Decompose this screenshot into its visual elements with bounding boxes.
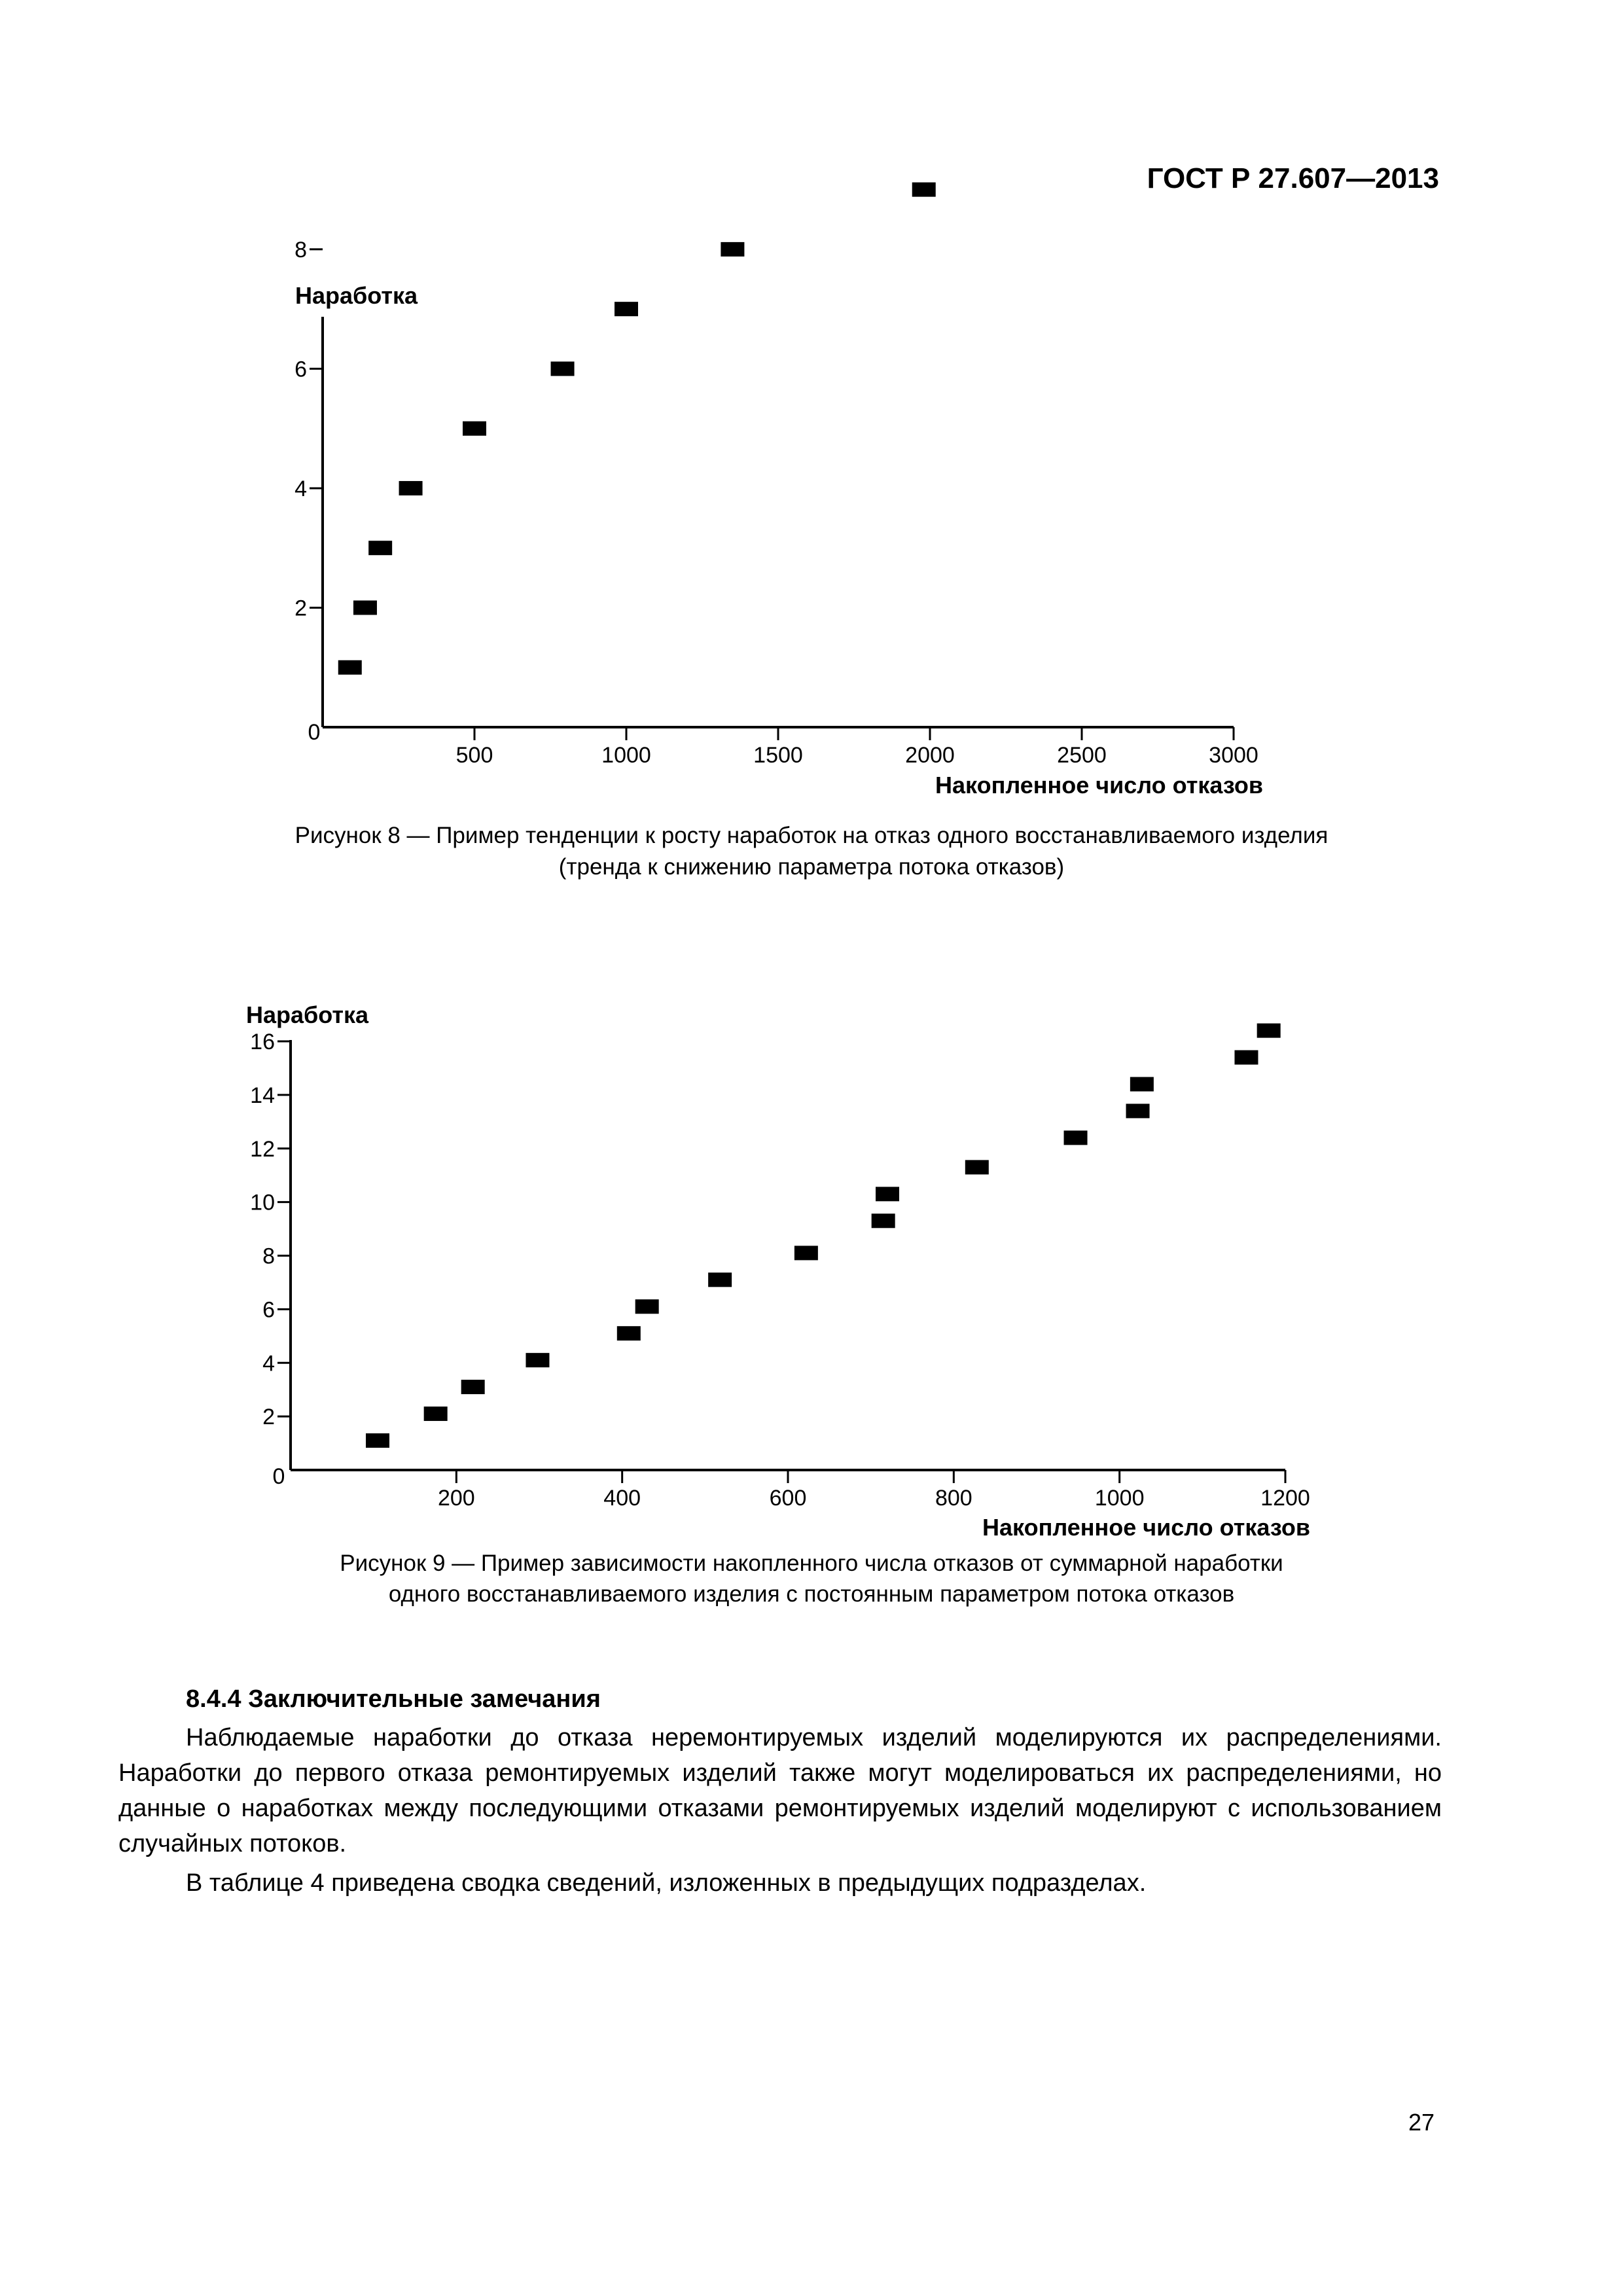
y-tick-label: 12 — [250, 1136, 275, 1162]
y-tick-label: 16 — [250, 1030, 275, 1054]
figure-8-caption-line-1: Рисунок 8 — Пример тенденции к росту наработок на отказ одного восстанавливаемого изделия — [294, 823, 1329, 848]
y-tick-label: 8 — [262, 1244, 275, 1269]
x-tick-label: 200 — [437, 1486, 475, 1511]
data-point — [1126, 1103, 1150, 1118]
y-tick-label: 2 — [262, 1405, 275, 1430]
y-axis-title: Наработка — [246, 1001, 369, 1028]
data-point — [794, 1246, 818, 1260]
origin-label: 0 — [308, 720, 321, 745]
data-point — [461, 1380, 485, 1394]
x-tick-label: 1000 — [601, 743, 651, 768]
x-tick-label: 1500 — [753, 743, 803, 768]
y-tick-label: 4 — [262, 1351, 275, 1376]
data-point — [366, 1433, 389, 1448]
data-point — [1234, 1050, 1258, 1065]
y-tick-label: 2 — [294, 596, 307, 621]
y-tick-label: 6 — [262, 1297, 275, 1323]
x-tick-label: 3000 — [1209, 743, 1258, 768]
x-tick-label: 1000 — [1094, 1486, 1145, 1511]
figure-9-caption-line-2: одного восстанавливаемого изделия с постоянным параметром потока отказов — [388, 1581, 1235, 1607]
data-point — [965, 1160, 989, 1174]
y-tick-label: 10 — [250, 1190, 275, 1215]
page-number: 27 — [1408, 2109, 1435, 2136]
data-point — [1257, 1024, 1281, 1038]
figure-9-caption-line-1: Рисунок 9 — Пример зависимости накопленного числа отказов от суммарной наработки — [340, 1551, 1283, 1576]
data-point — [708, 1272, 732, 1287]
data-point — [872, 1213, 895, 1228]
y-tick-label: 6 — [294, 357, 307, 382]
data-point — [1064, 1130, 1088, 1145]
data-point — [617, 1326, 641, 1340]
section-heading: 8.4.4 Заключительные замечания — [186, 1685, 601, 1713]
x-tick-label: 1200 — [1260, 1486, 1310, 1511]
y-axis-title: Наработка — [295, 282, 418, 309]
data-point — [876, 1187, 899, 1201]
x-tick-label: 600 — [769, 1486, 807, 1511]
data-point — [1130, 1077, 1154, 1092]
data-point — [424, 1407, 448, 1421]
x-tick-label: 2500 — [1057, 743, 1107, 768]
paragraph-2: В таблице 4 приведена сводка сведений, изложенных в предыдущих подразделах. — [186, 1869, 1147, 1897]
y-tick-label: 8 — [294, 237, 307, 262]
paragraph-1: Наблюдаемые наработки до отказа неремонтируемых изделий моделируются их распределениями. Наработки до первого отказа ремонтируемых изделий также могут моделироваться их распределениями, но данные о наработках между последующими отказами ремонтируемых изделий моделируют с использованием случайных потоков. — [118, 1724, 1442, 1857]
x-axis-title: Накопленное число отказов — [982, 1514, 1310, 1541]
x-tick-label: 800 — [935, 1486, 972, 1511]
y-tick-label: 14 — [250, 1083, 275, 1108]
x-axis-title: Накопленное число отказов — [935, 772, 1263, 798]
data-point — [635, 1299, 659, 1314]
document-id: ГОСТ Р 27.607—2013 — [1147, 162, 1439, 194]
data-point — [526, 1353, 549, 1367]
figure-8-caption-line-2: (тренда к снижению параметра потока отказов) — [558, 854, 1065, 880]
origin-label: 0 — [272, 1464, 285, 1489]
x-tick-label: 2000 — [905, 743, 955, 768]
x-tick-label: 500 — [455, 743, 493, 768]
y-tick-label: 4 — [294, 476, 307, 501]
x-tick-label: 400 — [603, 1486, 641, 1511]
